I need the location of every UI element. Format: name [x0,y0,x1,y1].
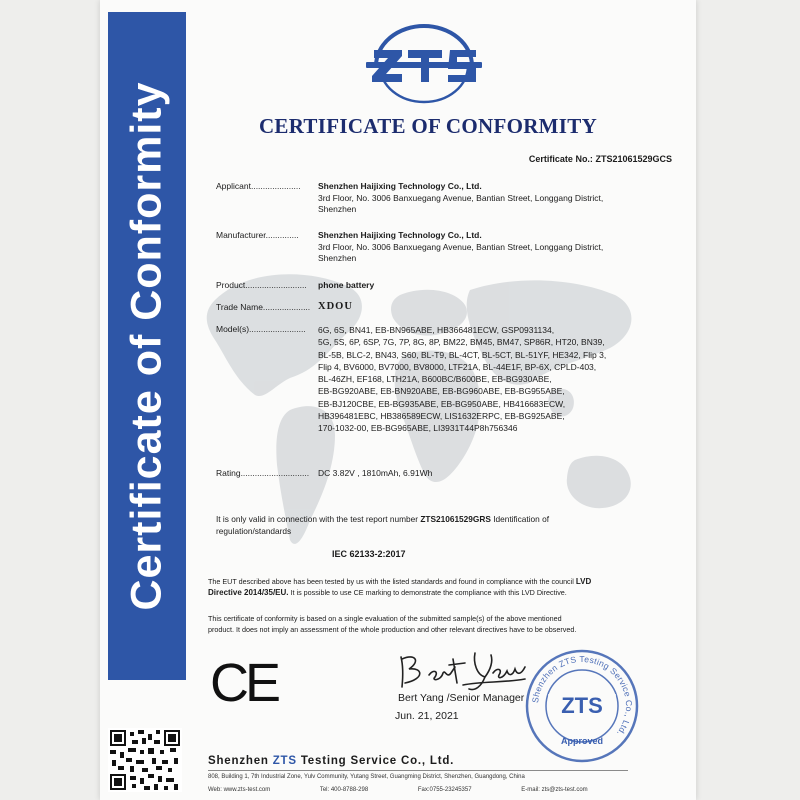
footer-address: 808, Building 1, 7th Industrial Zone, Yulv Community, Yutang Street, Guangming District, Shenzhen, Guangdong, China [208,774,525,780]
zts-logo [358,22,490,110]
models-line: EB-BG920ABE, EB-BN920ABE, EB-BG960ABE, EB-BG955ABE, [318,386,565,397]
ce-mark: CE [210,653,278,713]
footer-company-name [208,755,454,767]
signature-scribble [393,645,533,695]
basis-statement [208,613,670,635]
rating-label: Rating............................. [216,468,310,478]
eut-text-2: It is possible to use CE marking to demonstrate the compliance with this LVD Directive. [288,588,567,597]
trade-name-value: XDOU [318,301,353,312]
sidebar-title: Certificate of Conformity [122,81,171,611]
company-stamp [524,648,640,764]
stamp-ring-text: Shenzhen ZTS Testing Service Co., Ltd. [530,653,635,739]
manufacturer-name: Shenzhen Haijixing Technology Co., Ltd. [318,230,482,240]
eut-directive: Directive 2014/35/EU. [208,588,289,597]
applicant-value [318,181,673,216]
validity-line2: regulation/standards [216,526,292,536]
footer-email: E-mail: zts@zts-test.com [521,787,588,793]
models-line: 6G, 6S, BN41, EB-BN965ABE, HB366481ECW, GSP0931134, [318,325,555,335]
certificate-number [529,154,672,164]
models-line: EB-BJ120CBE, EB-BG935ABE, EB-BG950ABE, HB416683ECW, [318,398,566,409]
product-label: Product.......................... [216,280,307,290]
footer-contact [208,787,636,793]
basis-line: product. It does not imply an assessment of the whole production and other relevant directives have to be observed. [208,625,577,634]
validity-prefix: It is only valid in connection with the test report number [216,514,421,524]
models-line: BL-5B, BLC-2, BN43, S60, BL-T9, BL-4CT, BL-5CT, BL-51YF, HE342, Flip 3, [318,349,607,360]
stamp-center-text: ZTS [561,693,603,718]
footer-company-suffix: Testing Service Co., Ltd. [296,755,455,767]
eut-text: The EUT described above has been tested by us with the listed standards and found in compliance with the council [208,577,576,586]
models-line: HB396481EBC, HB386589ECW, LIS1632ERPC, EB-BG925ABE, [318,411,565,422]
models-line: 170-1032-00, EB-BG965ABE, LI3931T44P8h756346 [318,423,518,434]
signature-date: Jun. 21, 2021 [395,710,459,722]
basis-line: This certificate of conformity is based on a single evaluation of the submitted sample(s) of the above mentioned [208,614,562,623]
models-label: Model(s)........................ [216,324,306,334]
models-line: BL-46ZH, EF168, LTH21A, B600BC/B600BE, EB-BG930ABE, [318,374,552,385]
product-value: phone battery [318,280,375,290]
stamp-approved-text: Approved [560,736,604,746]
models-value [318,324,673,435]
applicant-label: Applicant..................... [216,181,301,191]
footer-company-prefix: Shenzhen [208,755,273,767]
test-report-number: ZTS21061529GRS [420,514,491,524]
manufacturer-address-line: Shenzhen [318,253,357,263]
manufacturer-label: Manufacturer.............. [216,230,299,240]
signatory-name: Bert Yang /Senior Manager [398,692,525,704]
manufacturer-address-line: 3rd Floor, No. 3006 Banxuegang Avenue, Bantian Street, Longgang District, [318,241,604,252]
applicant-address-line: 3rd Floor, No. 3006 Banxuegang Avenue, Bantian Street, Longgang District, [318,192,604,203]
sidebar-banner [108,12,186,680]
manufacturer-value [318,230,673,265]
certificate-number-value: ZTS21061529GCS [595,154,672,164]
models-line: 5G, 5S, 6P, 6SP, 7G, 7P, 8G, 8P, BM22, BM45, BM47, SP86R, HT20, BN39, [318,337,605,348]
eut-lvd: LVD [575,577,592,586]
standard: IEC 62133-2:2017 [332,549,406,559]
certificate-title: CERTIFICATE OF CONFORMITY [258,114,598,138]
footer-divider [208,770,628,771]
qr-code [108,728,182,792]
trade-name-label: Trade Name.................... [216,302,311,312]
rating-value: DC 3.82V , 1810mAh, 6.91Wh [318,468,433,478]
validity-statement [216,513,676,537]
applicant-address-line: Shenzhen [318,204,357,214]
models-line: Flip 4, BV6000, BV7000, BV8000, LTF21A, BL-44E1F, BP-6X, CPLD-403, [318,361,597,372]
footer-web: Web: www.zts-test.com [208,787,271,793]
certificate-number-label: Certificate No.: [528,154,593,164]
footer-tel: Tel: 400-8788-298 [319,787,369,793]
eut-statement [208,576,670,598]
footer-company-brand: ZTS [272,755,297,767]
validity-suffix: Identification of [490,514,550,524]
footer-fax: Fax:0755-23245357 [417,787,472,793]
applicant-name: Shenzhen Haijixing Technology Co., Ltd. [318,181,482,191]
